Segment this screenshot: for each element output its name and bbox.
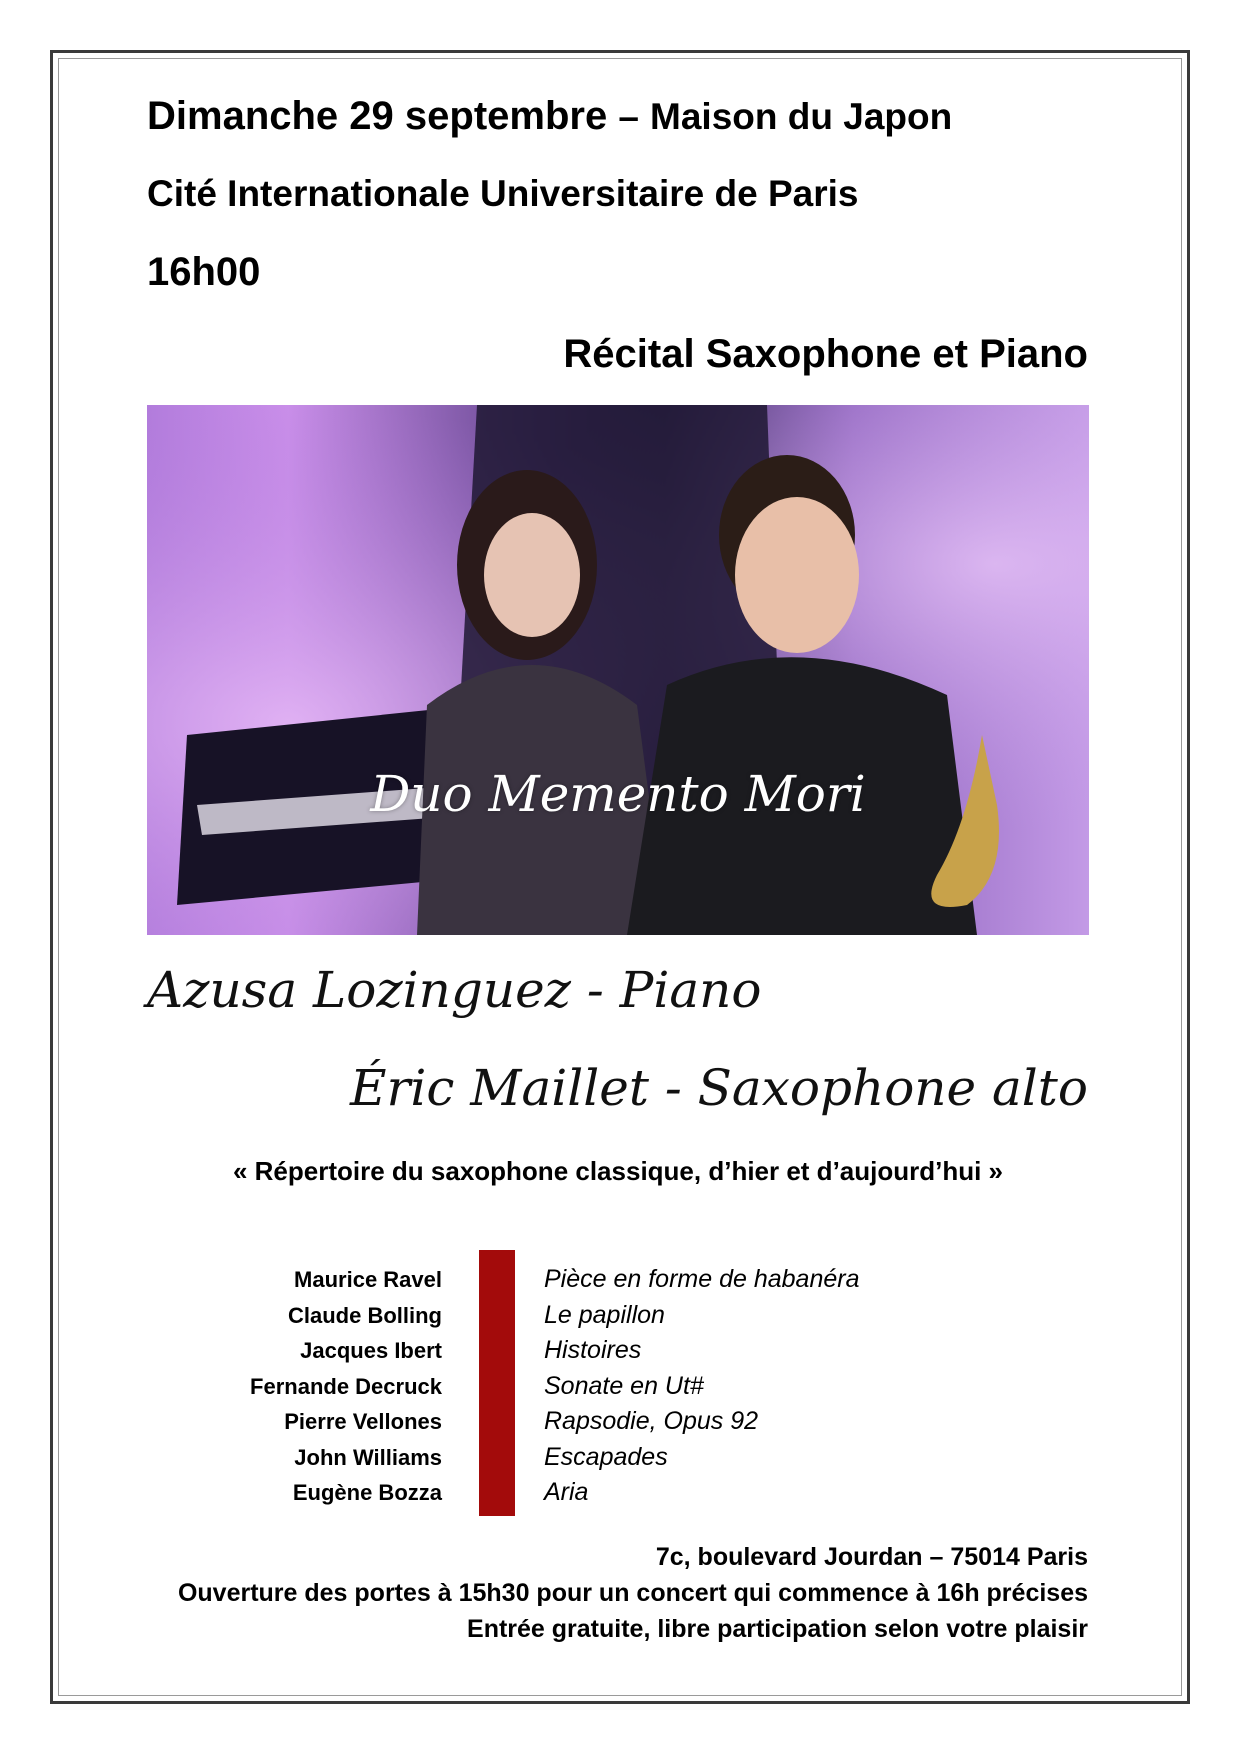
work-title: Rapsodie, Opus 92 (544, 1407, 759, 1435)
entry-info: Entrée gratuite, libre participation selon votre plaisir (467, 1615, 1088, 1643)
header-venue: Maison du Japon (650, 96, 953, 137)
header-date: Dimanche 29 septembre (147, 94, 608, 138)
duo-name-overlay: Duo Memento Mori (370, 765, 866, 823)
program-composers (200, 1262, 442, 1511)
header-time: 16h00 (147, 250, 261, 294)
venue-address: 7c, boulevard Jourdan – 75014 Paris (655, 1543, 1088, 1571)
composer-name: John Williams (294, 1444, 442, 1470)
performer-saxophonist: Éric Maillet - Saxophone alto (350, 1059, 1088, 1117)
composer-name: Claude Bolling (288, 1302, 442, 1328)
duo-photo (147, 405, 1089, 935)
work-title: Escapades (544, 1442, 668, 1471)
work-title: Histoires (544, 1336, 642, 1364)
performer-pianist: Azusa Lozinguez - Piano (147, 961, 762, 1019)
doors-info: Ouverture des portes à 15h30 pour un concert qui commence à 16h précises (177, 1579, 1088, 1607)
header-line-date-venue (147, 92, 952, 141)
work-title: Le papillon (544, 1300, 665, 1329)
pianist-face (484, 513, 580, 637)
duo-photo-illustration (147, 405, 1089, 935)
composer-name: Pierre Vellones (284, 1409, 442, 1434)
composer-name: Eugène Bozza (292, 1480, 442, 1505)
composer-name: Maurice Ravel (294, 1267, 442, 1292)
saxophonist-face (735, 497, 859, 653)
header-separator: – (618, 96, 639, 137)
program-divider-bar (479, 1250, 515, 1516)
program-works (544, 1262, 860, 1511)
work-title: Sonate en Ut# (544, 1371, 704, 1400)
repertoire-tagline: « Répertoire du saxophone classique, d’hier et d’aujourd’hui » (232, 1156, 1004, 1186)
work-title: Pièce en forme de habanéra (544, 1265, 860, 1293)
work-title: Aria (544, 1478, 589, 1506)
composer-name: Jacques Ibert (300, 1338, 442, 1363)
header-institution: Cité Internationale Universitaire de Paris (147, 173, 859, 214)
concert-title: Récital Saxophone et Piano (563, 332, 1088, 376)
composer-name: Fernande Decruck (250, 1373, 442, 1399)
